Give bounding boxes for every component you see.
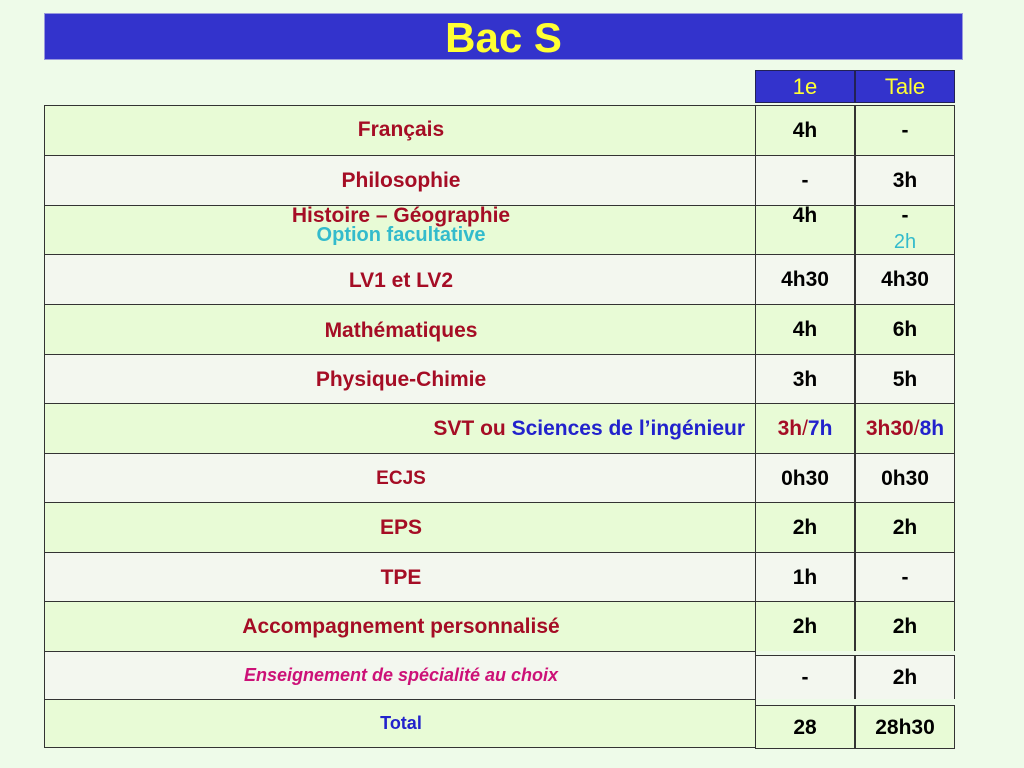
subject-label: Français [357,118,445,141]
subject-label: Mathématiques [324,319,478,342]
header-1e: 1e [755,70,855,103]
hours-separator: / [802,417,808,440]
subject-label: Accompagnement personnalisé [242,615,560,638]
title-bar [44,13,963,60]
hours-1e-svt: 3h [777,417,803,440]
subject-label: TPE [380,566,422,589]
hours-1e: 2h [755,601,855,651]
hours-tale: 2h [855,601,955,651]
hours-tale: 4h30 [855,254,955,304]
hours-tale: 3h [855,155,955,205]
table-bottom-border [44,747,756,748]
hours-separator: / [913,417,920,440]
hours-tale: 6h [855,304,955,354]
hours-tale-svt: 3h30 [865,417,914,440]
hours-tale: 0h30 [855,453,955,502]
hours-tale: 5h [855,354,955,403]
hours-tale-si: 8h [919,417,945,440]
hours-tale: 2h [855,655,955,699]
hours-tale-option: 2h [893,231,917,253]
hours-1e: 1h [755,552,855,601]
hours-1e: 4h30 [755,254,855,304]
header-tale: Tale [855,70,955,103]
subject-label-combined [433,417,745,441]
hours-tale: - [855,552,955,601]
hours-tale: - [855,105,955,155]
hours-1e: - [755,655,855,699]
subject-label: LV1 et LV2 [348,269,454,292]
hours-tale: - [901,204,909,227]
hours-1e: 4h [792,204,818,227]
hours-1e-si: 7h [807,417,833,440]
total-label: Total [380,713,422,733]
subject-label-si: Sciences de l’ingénieur [511,417,745,440]
subject-label-svt: SVT ou [433,417,512,440]
hours-1e: 2h [755,502,855,552]
subject-label: Enseignement de spécialité au choix [243,665,559,685]
page-title: Bac S [445,13,562,61]
subject-label: ECJS [376,468,426,489]
hours-1e: 0h30 [755,453,855,502]
subject-label: Philosophie [341,169,461,192]
subject-label: EPS [379,516,423,539]
subject-label: Physique-Chimie [315,368,487,391]
total-1e: 28 [755,705,855,749]
option-label: Option facultative [316,224,486,246]
hours-1e: 4h [755,105,855,155]
hours-1e: - [755,155,855,205]
subject-label: Histoire – Géographie [291,204,511,227]
total-tale: 28h30 [855,705,955,749]
hours-1e: 4h [755,304,855,354]
hours-1e: 3h [755,354,855,403]
hours-tale: 2h [855,502,955,552]
